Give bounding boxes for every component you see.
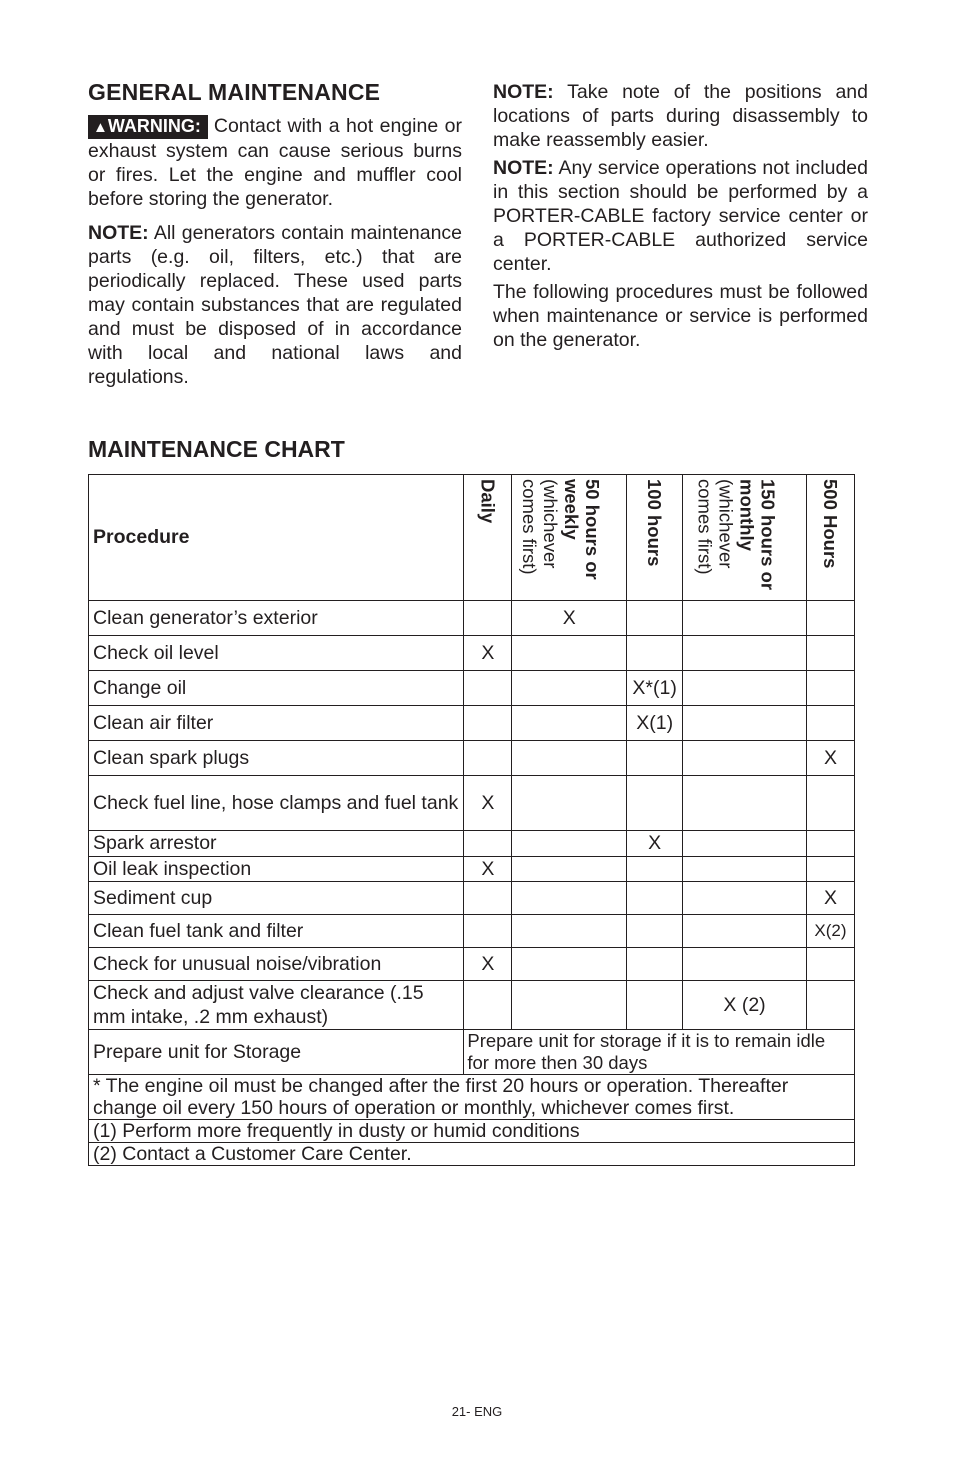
general-maintenance-section — [88, 80, 462, 399]
procedure-cell: Oil leak inspection — [89, 857, 464, 882]
h500-cell — [806, 857, 854, 882]
note-label: NOTE: — [493, 157, 554, 179]
column-header-sublabel: (whichever comes first) — [519, 479, 562, 575]
h100-cell — [627, 857, 683, 882]
table-row — [89, 882, 855, 915]
h150-cell — [683, 857, 807, 882]
h150-cell — [683, 882, 807, 915]
h150-cell: X (2) — [683, 981, 807, 1030]
footnote-row — [89, 1143, 855, 1166]
daily-cell: X — [464, 857, 512, 882]
h100-cell — [627, 741, 683, 776]
h100-cell: X(1) — [627, 706, 683, 741]
daily-cell — [464, 671, 512, 706]
page-number: 21- ENG — [451, 1404, 503, 1419]
storage-note-cell: Prepare unit for storage if it is to remain idle for more then 30 days — [464, 1030, 855, 1075]
h100-cell — [627, 948, 683, 981]
column-header-label: 100 hours — [644, 479, 666, 567]
h500-cell — [806, 981, 854, 1030]
h150-cell — [683, 776, 807, 831]
column-header-label: 50 hours or weekly — [561, 479, 604, 580]
note-text: Take note of the positions and locations of parts during disassembly to make reassembly easier. — [493, 81, 868, 151]
daily-cell — [464, 915, 512, 948]
procedure-cell: Check and adjust valve clearance (.15 mm intake, .2 mm exhaust) — [89, 981, 464, 1030]
h50-cell — [512, 882, 627, 915]
h500-cell — [806, 636, 854, 671]
daily-cell — [464, 831, 512, 857]
table-row — [89, 857, 855, 882]
column-header-50-hours — [512, 475, 627, 601]
daily-cell — [464, 882, 512, 915]
note-disposal-paragraph — [88, 221, 462, 389]
h500-cell — [806, 671, 854, 706]
procedure-cell: Clean spark plugs — [89, 741, 464, 776]
column-header-sublabel: (whichever comes first) — [694, 479, 737, 575]
h100-cell — [627, 636, 683, 671]
h100-cell: X — [627, 831, 683, 857]
h50-cell — [512, 671, 627, 706]
warning-triangle-icon: ▲ — [93, 119, 108, 136]
h500-cell — [806, 706, 854, 741]
h500-cell — [806, 948, 854, 981]
h50-cell — [512, 776, 627, 831]
footnote-row — [89, 1120, 855, 1143]
column-header-500-hours — [806, 475, 854, 601]
table-row — [89, 636, 855, 671]
note-disassembly-paragraph — [493, 80, 868, 152]
column-header-100-hours — [627, 475, 683, 601]
daily-cell — [464, 601, 512, 636]
note-text: Any service operations not included in this section should be performed by a PORTER-CABLE factory service center or a PORTER-CABLE authorized service center. — [493, 157, 869, 275]
daily-cell: X — [464, 948, 512, 981]
procedure-cell: Sediment cup — [89, 882, 464, 915]
h50-cell — [512, 831, 627, 857]
general-maintenance-heading: GENERAL MAINTENANCE — [88, 79, 381, 105]
note-label: NOTE: — [493, 81, 554, 103]
table-row — [89, 831, 855, 857]
h100-cell — [627, 776, 683, 831]
h50-cell — [512, 636, 627, 671]
daily-cell — [464, 981, 512, 1030]
h150-cell — [683, 741, 807, 776]
procedure-cell: Check for unusual noise/vibration — [89, 948, 464, 981]
procedure-cell: Spark arrestor — [89, 831, 464, 857]
footnote-2: (2) Contact a Customer Care Center. — [89, 1143, 855, 1166]
h150-cell — [683, 601, 807, 636]
table-row — [89, 601, 855, 636]
h50-cell — [512, 915, 627, 948]
procedure-cell: Check fuel line, hose clamps and fuel tank — [89, 776, 464, 831]
daily-cell — [464, 741, 512, 776]
note-text: All generators contain maintenance parts (e.g. oil, filters, etc.) that are periodically replaced. These used parts may contain substances that are regulated and must be disposed of in accordance with local and national laws and regulations. — [88, 222, 463, 388]
maintenance-chart-title: MAINTENANCE CHART — [88, 436, 345, 462]
table-row — [89, 671, 855, 706]
table-row — [89, 948, 855, 981]
procedure-cell: Clean fuel tank and filter — [89, 915, 464, 948]
procedure-cell: Clean air filter — [89, 706, 464, 741]
h500-cell: X(2) — [806, 915, 854, 948]
h500-cell — [806, 601, 854, 636]
note-service-paragraph — [493, 156, 868, 276]
h150-cell — [683, 636, 807, 671]
daily-cell: X — [464, 776, 512, 831]
table-row — [89, 915, 855, 948]
h500-cell: X — [806, 882, 854, 915]
procedure-cell: Change oil — [89, 671, 464, 706]
warning-text: Contact with a hot engine or exhaust system can cause serious burns or fires. Let the engine and muffler cool before storing the generator. — [88, 115, 462, 210]
footnote-star: * The engine oil must be changed after the first 20 hours or operation. Thereafter change oil every 150 hours of operation or monthly, whichever comes first. — [89, 1075, 855, 1120]
procedure-cell: Prepare unit for Storage — [89, 1030, 464, 1075]
h150-cell — [683, 706, 807, 741]
warning-badge — [88, 115, 208, 139]
h50-cell — [512, 741, 627, 776]
h100-cell — [627, 882, 683, 915]
column-header-label: Daily — [477, 479, 499, 524]
h100-cell — [627, 915, 683, 948]
column-header-label: 150 hours or monthly — [736, 479, 779, 591]
footnote-row — [89, 1075, 855, 1120]
table-row — [89, 741, 855, 776]
h150-cell — [683, 831, 807, 857]
storage-row — [89, 1030, 855, 1075]
h50-cell — [512, 706, 627, 741]
procedure-cell: Clean generator’s exterior — [89, 601, 464, 636]
h500-cell — [806, 831, 854, 857]
h50-cell: X — [512, 601, 627, 636]
daily-cell — [464, 706, 512, 741]
h100-cell — [627, 981, 683, 1030]
h150-cell — [683, 671, 807, 706]
note-label: NOTE: — [88, 222, 149, 244]
column-header-150-hours — [683, 475, 807, 601]
h50-cell — [512, 981, 627, 1030]
warning-paragraph — [88, 114, 462, 211]
procedures-paragraph: The following procedures must be followed when maintenance or service is performed on the generator. — [493, 281, 868, 351]
table-row — [89, 706, 855, 741]
maintenance-chart-table — [88, 474, 855, 1166]
column-header-daily — [464, 475, 512, 601]
procedure-header: Procedure — [89, 475, 464, 601]
h100-cell — [627, 601, 683, 636]
h100-cell: X*(1) — [627, 671, 683, 706]
h50-cell — [512, 857, 627, 882]
h500-cell — [806, 776, 854, 831]
column-header-label: 500 Hours — [819, 479, 841, 569]
h50-cell — [512, 948, 627, 981]
procedure-cell: Check oil level — [89, 636, 464, 671]
footnote-1: (1) Perform more frequently in dusty or humid conditions — [89, 1120, 855, 1143]
chart-header-row — [89, 475, 855, 601]
h500-cell: X — [806, 741, 854, 776]
table-row — [89, 776, 855, 831]
h150-cell — [683, 948, 807, 981]
h150-cell — [683, 915, 807, 948]
daily-cell: X — [464, 636, 512, 671]
warning-label: WARNING: — [107, 116, 201, 136]
table-row — [89, 981, 855, 1030]
notes-section — [493, 80, 868, 362]
